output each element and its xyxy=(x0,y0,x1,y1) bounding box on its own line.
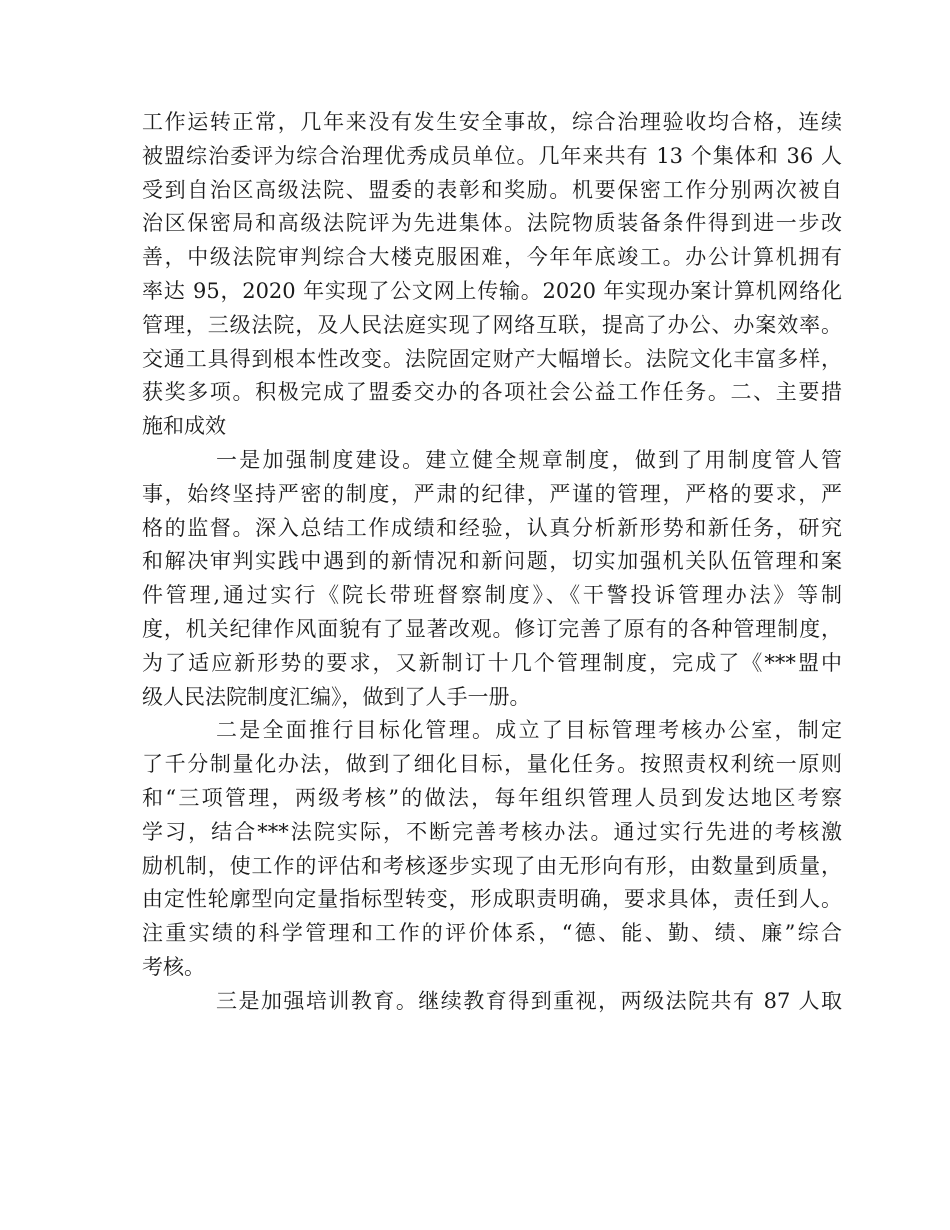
text-line: 注重实绩的科学管理和工作的评价体系，“德、能、勤、绩、廉”综合 xyxy=(142,921,842,946)
text-line: 受到自治区高级法院、盟委的表彰和奖励。机要保密工作分别两次被自 xyxy=(142,177,842,202)
text-line: 学习，结合***法院实际，不断完善考核办法。通过实行先进的考核激 xyxy=(142,819,842,844)
paragraph-measure-3 xyxy=(142,985,842,1019)
text-line: 为了适应新形势的要求，又新制订十几个管理制度，完成了《***盟中 xyxy=(142,650,842,675)
text-line: 施和成效 xyxy=(142,414,226,439)
text-line: 和解决审判实践中遇到的新情况和新问题，切实加强机关队伍管理和案 xyxy=(142,549,842,574)
paragraph-intro xyxy=(142,106,842,444)
text-line: 级人民法院制度汇编》，做到了人手一册。 xyxy=(142,684,531,709)
text-line: 管理，三级法院，及人民法庭实现了网络互联，提高了办公、办案效率。 xyxy=(142,312,842,337)
text-line: 三是加强培训教育。继续教育得到重视，两级法院共有 87 人取 xyxy=(216,988,842,1013)
text-line: 工作运转正常，几年来没有发生安全事故，综合治理验收均合格，连续 xyxy=(142,110,842,134)
text-line: 考核。 xyxy=(142,954,205,979)
text-line: 一是加强制度建设。建立健全规章制度，做到了用制度管人管 xyxy=(216,447,842,472)
text-line: 交通工具得到根本性改变。法院固定财产大幅增长。法院文化丰富多样， xyxy=(142,346,842,371)
text-line: 善，中级法院审判综合大楼克服困难，今年年底竣工。办公计算机拥有 xyxy=(142,245,842,270)
paragraph-measure-1 xyxy=(142,444,842,714)
text-line: 获奖多项。积极完成了盟委交办的各项社会公益工作任务。二、主要措 xyxy=(142,380,842,405)
text-line: 二是全面推行目标化管理。成立了目标管理考核办公室，制定 xyxy=(216,718,842,743)
text-line: 由定性轮廓型向定量指标型转变，形成职责明确，要求具体，责任到人。 xyxy=(142,887,842,912)
text-line: 事，始终坚持严密的制度，严肃的纪律，严谨的管理，严格的要求，严 xyxy=(142,481,842,506)
text-line: 和“三项管理，两级考核”的做法，每年组织管理人员到发达地区考察 xyxy=(142,785,842,810)
text-line: 治区保密局和高级法院评为先进集体。法院物质装备条件得到进一步改 xyxy=(142,211,842,236)
text-line: 件管理,通过实行《院长带班督察制度》、《干警投诉管理办法》等制 xyxy=(142,583,842,608)
text-line: 率达 95，2020 年实现了公文网上传输。2020 年实现办案计算机网络化 xyxy=(142,278,842,303)
text-line: 度，机关纪律作风面貌有了显著改观。修订完善了原有的各种管理制度， xyxy=(142,616,842,641)
text-line: 格的监督。深入总结工作成绩和经验，认真分析新形势和新任务，研究 xyxy=(142,515,842,540)
paragraph-measure-2 xyxy=(142,714,842,984)
text-line: 励机制，使工作的评估和考核逐步实现了由无形向有形，由数量到质量， xyxy=(142,853,842,878)
text-line: 被盟综治委评为综合治理优秀成员单位。几年来共有 13 个集体和 36 人 xyxy=(142,143,842,168)
text-line: 了千分制量化办法，做到了细化目标，量化任务。按照责权利统一原则 xyxy=(142,752,842,777)
document-body xyxy=(142,106,842,1019)
